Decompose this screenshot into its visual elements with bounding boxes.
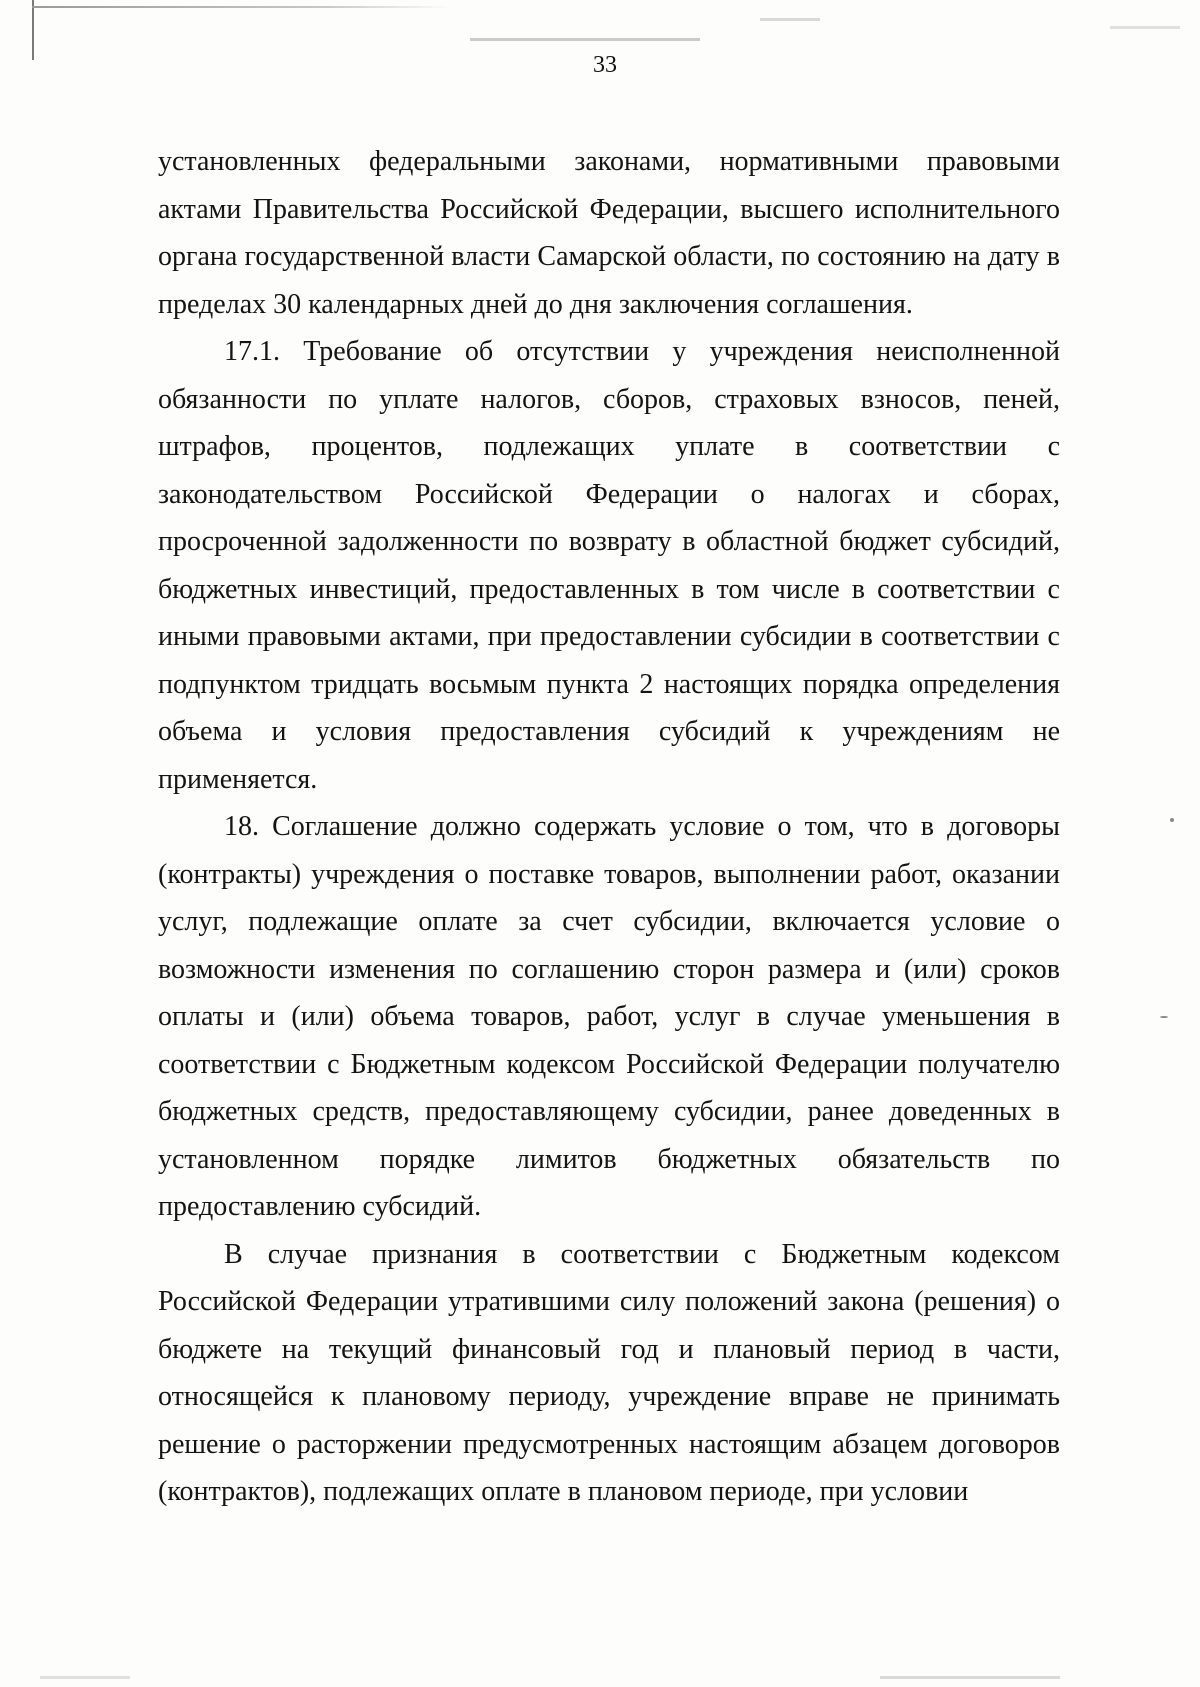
scan-edge-left (32, 0, 34, 60)
paragraph: 17.1. Требование об отсутствии у учреждения неисполненной обязанности по уплате налогов, сборов, страховых взносов, пеней, штрафов, процентов, подлежащих уплате в соответствии с законодательством Российской Федерации о налогах и сборах, просроченной задолженности по возврату в областной бюджет субсидий, бюджетных инвестиций, предоставленных в том числе в соответствии с иными правовыми актами, при предоставлении субсидии в соответствии с подпунктом тридцать восьмым пункта 2 настоящих порядка определения объема и условия предоставления субсидий к учреждениям не применяется. (158, 336, 1060, 795)
paragraph: установленных федеральными законами, нормативными правовыми актами Правительства Российской Федерации, высшего исполнительного органа государственной власти Самарской области, по состоянию на дату в пределах 30 календарных дней до дня заключения соглашения. (158, 146, 1060, 320)
scan-artifact (40, 1676, 130, 1679)
scan-artifact (1110, 26, 1180, 29)
paragraph: 18. Соглашение должно содержать условие о том, что в договоры (контракты) учреждения о поставке товаров, выполнении работ, оказании услуг, подлежащие оплате за счет субсидии, включается условие о возможности изменения по соглашению сторон размера и (или) сроков оплаты и (или) объема товаров, работ, услуг в случае уменьшения в соответствии с Бюджетным кодексом Российской Федерации получателю бюджетных средств, предоставляющему субсидии, ранее доведенных в установленном порядке лимитов бюджетных обязательств по предоставлению субсидий. (158, 811, 1060, 1222)
scan-artifact (470, 38, 700, 41)
document-text (158, 138, 1060, 1516)
scan-artifact (880, 1676, 1060, 1679)
scan-speck (1170, 818, 1174, 822)
scan-speck (1160, 1016, 1168, 1018)
paragraph: В случае признания в соответствии с Бюджетным кодексом Российской Федерации утратившими силу положений закона (решения) о бюджете на текущий финансовый год и плановый период в части, относящейся к плановому периоду, учреждение вправе не принимать решение о расторжении предусмотренных настоящим абзацем договоров (контрактов), подлежащих оплате в плановом периоде, при условии (158, 1238, 1060, 1507)
page-number: 33 (593, 52, 617, 78)
scan-artifact (760, 18, 820, 21)
scan-edge-top (32, 6, 452, 8)
